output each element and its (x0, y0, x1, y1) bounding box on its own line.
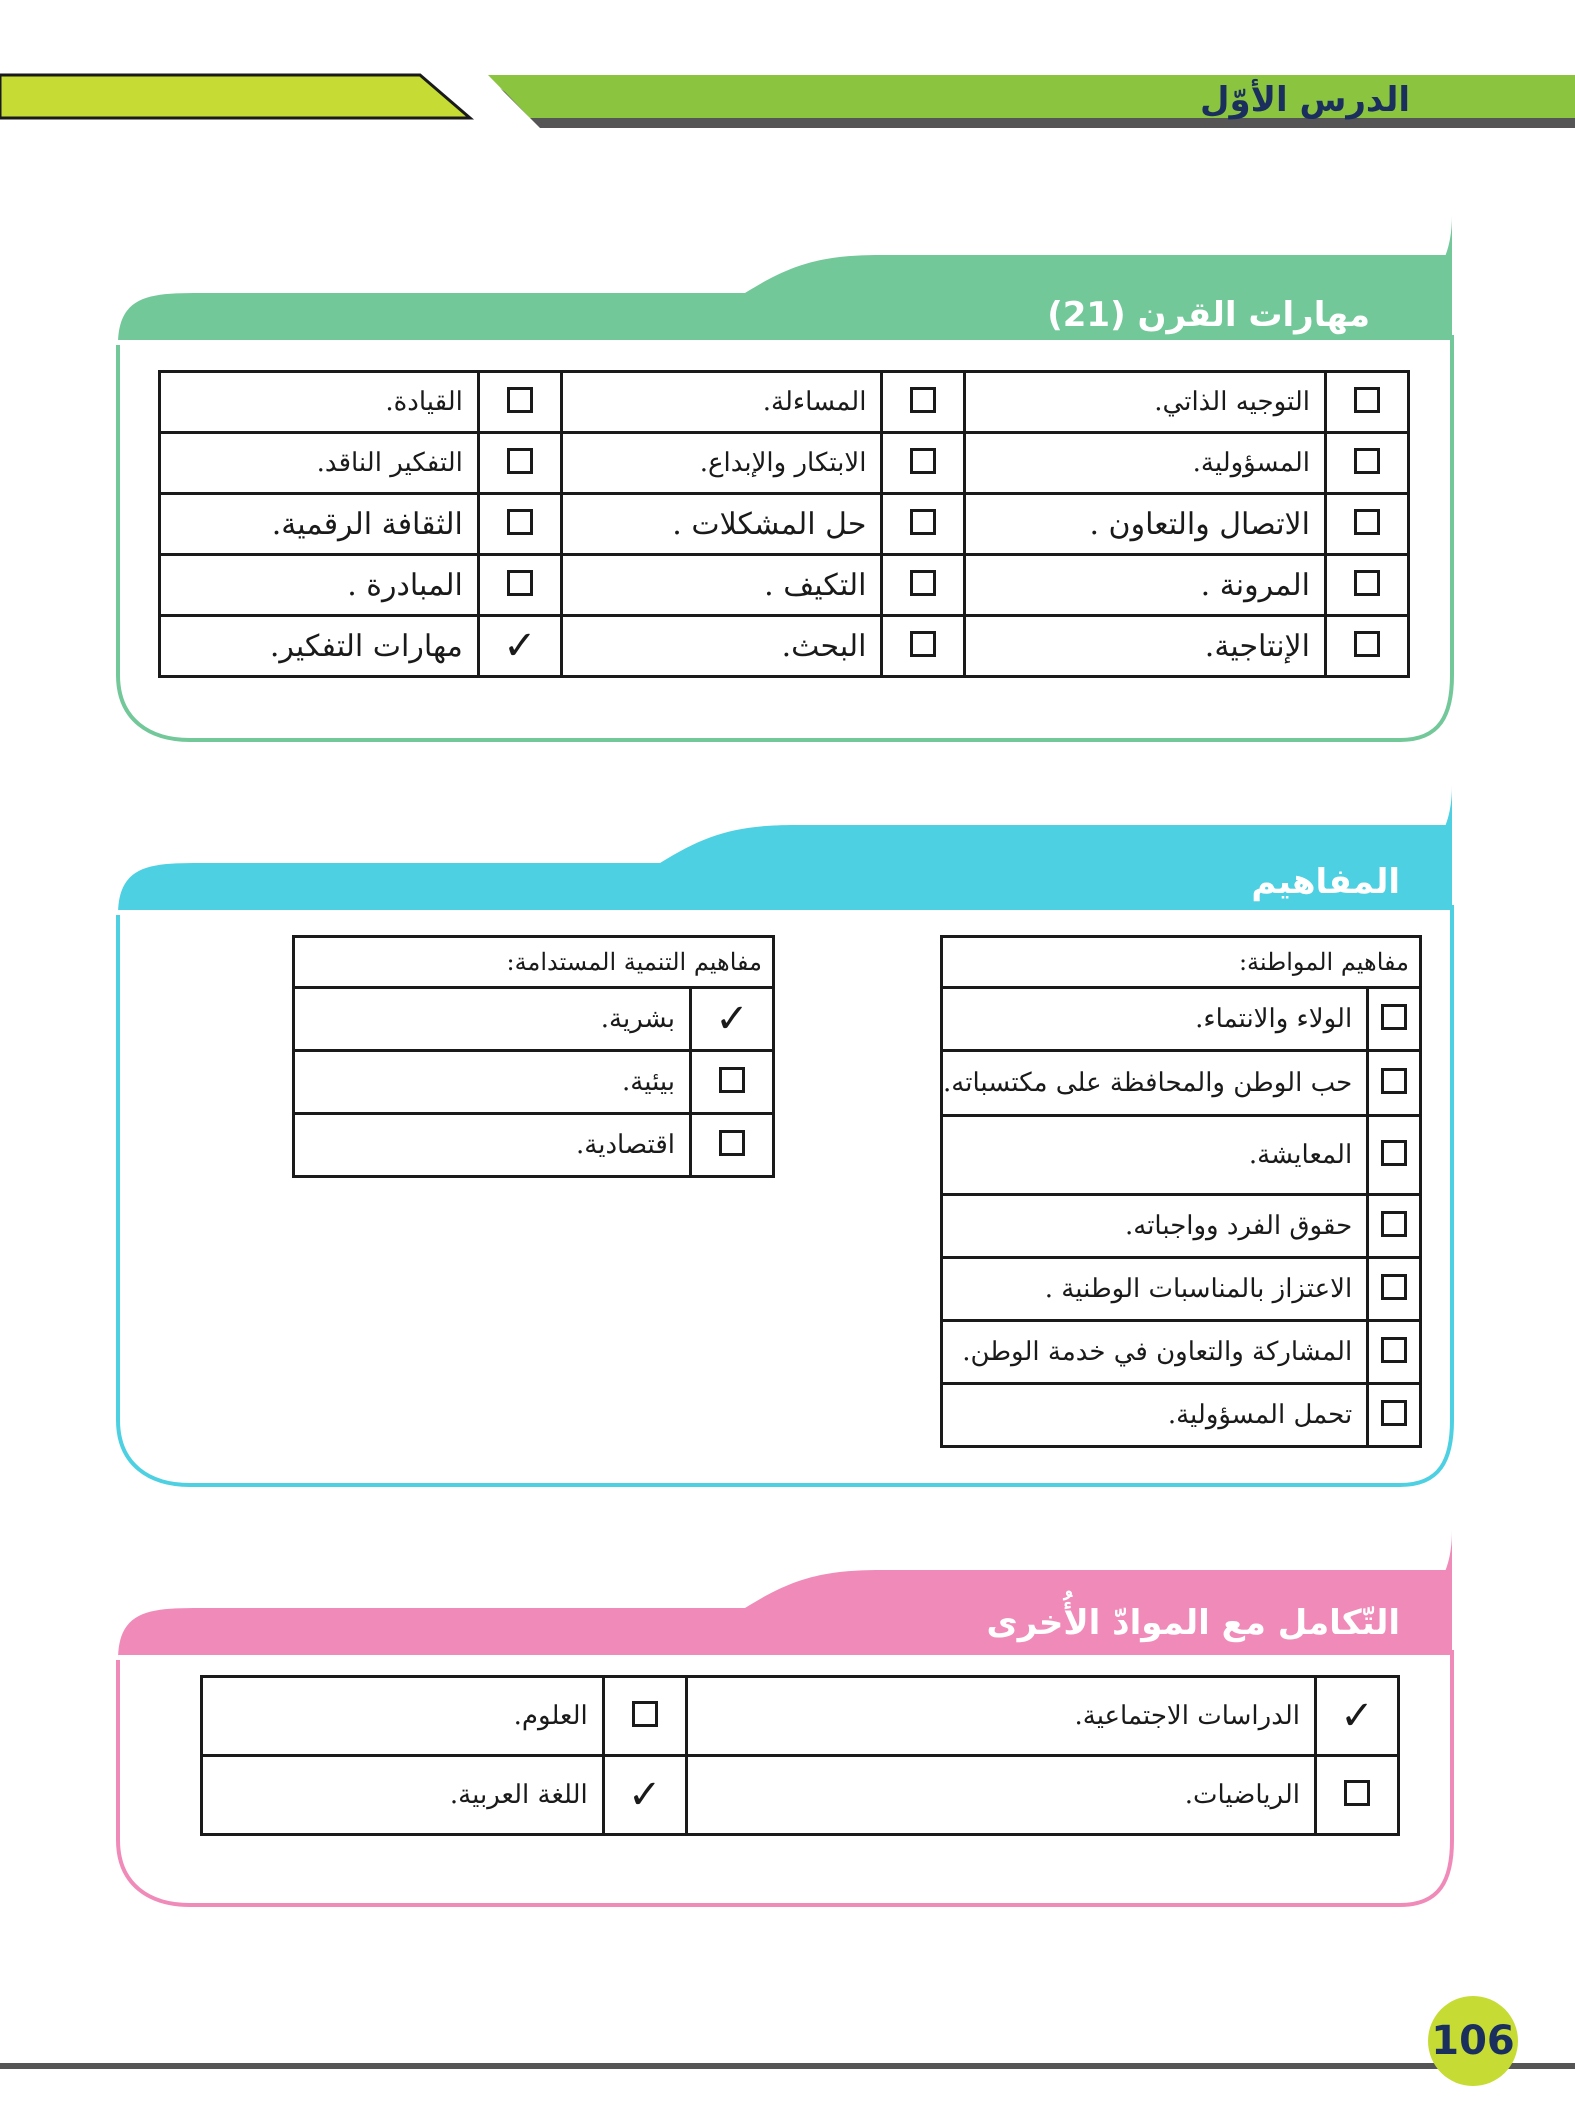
checkbox[interactable] (1368, 1258, 1421, 1321)
checkbox[interactable] (882, 494, 965, 555)
list-item (942, 1116, 1421, 1195)
skills-table (158, 370, 1410, 678)
item-label: حل المشكلات . (561, 494, 882, 555)
checkbox-icon (1381, 1140, 1407, 1166)
item-label: المبادرة . (160, 555, 479, 616)
checkbox[interactable] (691, 1051, 774, 1114)
item-label: حقوق الفرد وواجباته. (942, 1195, 1368, 1258)
item-label: بشرية. (294, 988, 691, 1051)
item-label: التوجيه الذاتي. (965, 372, 1326, 433)
checkbox[interactable] (603, 1677, 686, 1756)
page-number: 106 (1428, 1996, 1518, 2086)
checkbox[interactable] (882, 555, 965, 616)
checked-checkbox[interactable] (478, 616, 561, 677)
footer-line (0, 2063, 1575, 2069)
checkbox-icon (1354, 509, 1380, 535)
checkbox[interactable] (1368, 1195, 1421, 1258)
checkmark-icon: ✓ (1340, 1693, 1374, 1739)
sustainable-table (292, 935, 775, 1178)
item-label: المسؤولية. (965, 433, 1326, 494)
list-item (294, 1114, 774, 1177)
citizenship-table (940, 935, 1422, 1448)
item-label: التكيف . (561, 555, 882, 616)
table-row (202, 1677, 1399, 1756)
checked-checkbox[interactable] (1316, 1677, 1399, 1756)
item-label: المعايشة. (942, 1116, 1368, 1195)
checkbox[interactable] (1326, 555, 1409, 616)
checkbox[interactable] (478, 494, 561, 555)
checkbox-icon (1354, 631, 1380, 657)
checkbox-icon (1354, 570, 1380, 596)
checkbox-icon (910, 631, 936, 657)
checkbox-icon (507, 387, 533, 413)
checkbox-icon (719, 1067, 745, 1093)
list-item (942, 1321, 1421, 1384)
checkbox-icon (910, 448, 936, 474)
checked-checkbox[interactable] (603, 1756, 686, 1835)
checkbox[interactable] (1368, 988, 1421, 1051)
lesson-title: الدرس الأوّل (1200, 80, 1410, 120)
item-label: الرياضيات. (686, 1756, 1315, 1835)
table-row (160, 555, 1409, 616)
list-item (942, 1195, 1421, 1258)
checkmark-icon: ✓ (627, 1772, 662, 1818)
table-row (160, 372, 1409, 433)
item-label: العلوم. (202, 1677, 604, 1756)
table-row (160, 616, 1409, 677)
checkbox[interactable] (1316, 1756, 1399, 1835)
item-label: المساءلة. (561, 372, 882, 433)
item-label: الاعتزاز بالمناسبات الوطنية . (942, 1258, 1368, 1321)
checkbox-icon (910, 387, 936, 413)
checkbox[interactable] (882, 616, 965, 677)
concepts-title: المفاهيم (1251, 862, 1400, 902)
checkbox[interactable] (882, 433, 965, 494)
table-row (160, 494, 1409, 555)
list-item (294, 1051, 774, 1114)
checkbox[interactable] (1368, 1321, 1421, 1384)
checkbox[interactable] (478, 372, 561, 433)
checkbox-icon (1354, 387, 1380, 413)
checkbox-icon (910, 509, 936, 535)
item-label: بيئية. (294, 1051, 691, 1114)
item-label: الابتكار والإبداع. (561, 433, 882, 494)
checkbox-icon (1381, 1211, 1407, 1237)
checkbox-icon (1354, 448, 1380, 474)
checkbox-icon (507, 509, 533, 535)
citizenship-header: مفاهيم المواطنة: (942, 937, 1421, 988)
checkbox[interactable] (1368, 1116, 1421, 1195)
checkbox-icon (507, 570, 533, 596)
checked-checkbox[interactable] (691, 988, 774, 1051)
checkmark-icon: ✓ (715, 996, 749, 1042)
checkbox-icon (910, 570, 936, 596)
checkbox[interactable] (1326, 372, 1409, 433)
integration-title: التّكامل مع الموادّ الأُخرى (986, 1603, 1400, 1643)
item-label: المشاركة والتعاون في خدمة الوطن. (942, 1321, 1368, 1384)
table-row (160, 433, 1409, 494)
integration-table (200, 1675, 1400, 1836)
item-label: الدراسات الاجتماعية. (686, 1677, 1315, 1756)
item-label: اقتصادية. (294, 1114, 691, 1177)
item-label: الإنتاجية. (965, 616, 1326, 677)
checkbox[interactable] (478, 433, 561, 494)
skills-title: مهارات القرن (21) (1047, 295, 1370, 335)
checkbox-icon (1381, 1337, 1407, 1363)
checkbox[interactable] (1326, 616, 1409, 677)
checkbox[interactable] (1326, 494, 1409, 555)
list-item (294, 988, 774, 1051)
checkbox-icon (1381, 1068, 1407, 1094)
item-label: الولاء والانتماء. (942, 988, 1368, 1051)
sustainable-header: مفاهيم التنمية المستدامة: (294, 937, 774, 988)
item-label: التفكير الناقد. (160, 433, 479, 494)
checkmark-icon: ✓ (503, 623, 537, 669)
checkbox-icon (1381, 1004, 1407, 1030)
item-label: مهارات التفكير. (160, 616, 479, 677)
checkbox[interactable] (691, 1114, 774, 1177)
item-label: تحمل المسؤولية. (942, 1384, 1368, 1447)
list-item (942, 1051, 1421, 1116)
item-label: القيادة. (160, 372, 479, 433)
checkbox[interactable] (1326, 433, 1409, 494)
item-label: المرونة . (965, 555, 1326, 616)
item-label: حب الوطن والمحافظة على مكتسباته. (942, 1051, 1368, 1116)
checkbox-icon (1381, 1400, 1407, 1426)
checkbox-icon (632, 1701, 658, 1727)
checkbox[interactable] (1368, 1384, 1421, 1447)
checkbox-icon (1344, 1780, 1370, 1806)
list-item (942, 988, 1421, 1051)
item-label: اللغة العربية. (202, 1756, 604, 1835)
list-item (942, 1258, 1421, 1321)
list-item (942, 1384, 1421, 1447)
checkbox-icon (719, 1130, 745, 1156)
checkbox-icon (1381, 1274, 1407, 1300)
checkbox-icon (507, 448, 533, 474)
checkbox[interactable] (882, 372, 965, 433)
item-label: الثقافة الرقمية. (160, 494, 479, 555)
checkbox[interactable] (478, 555, 561, 616)
item-label: البحث. (561, 616, 882, 677)
table-row (202, 1756, 1399, 1835)
checkbox[interactable] (1368, 1051, 1421, 1116)
item-label: الاتصال والتعاون . (965, 494, 1326, 555)
